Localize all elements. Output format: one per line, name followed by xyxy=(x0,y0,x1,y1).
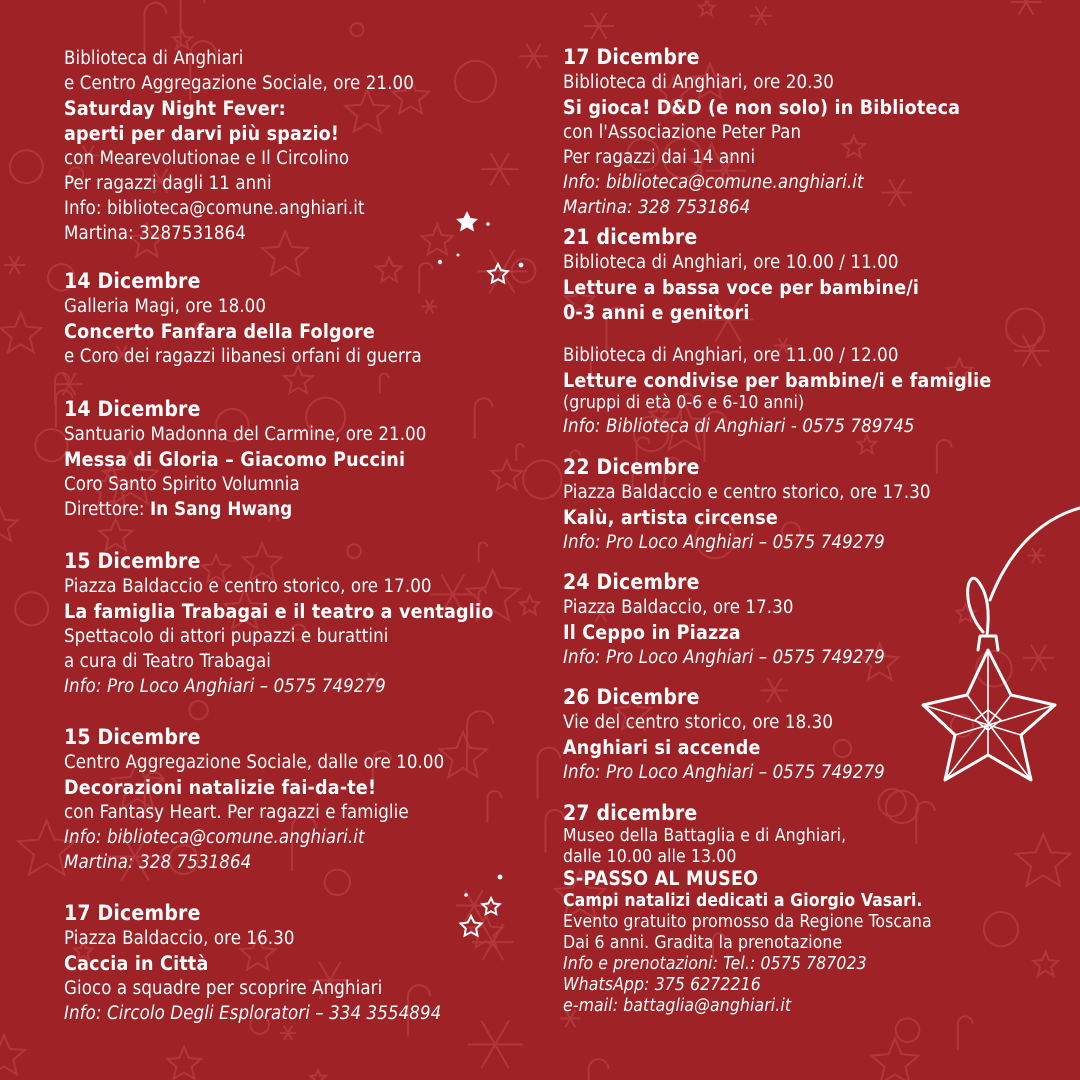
pattern-motif xyxy=(380,374,389,394)
event-letture-bassa-voce xyxy=(563,224,1063,325)
event-date: 17 Dicembre xyxy=(563,45,700,69)
pattern-motif xyxy=(468,1021,523,1069)
event-location: Biblioteca di Anghiari xyxy=(64,48,244,69)
event-info: Info: Pro Loco Anghiari – 0575 749279 xyxy=(563,647,885,668)
pattern-motif xyxy=(545,810,564,853)
event-title: Letture a bassa voce per bambine/i xyxy=(563,276,920,299)
pattern-motif xyxy=(872,1039,919,1080)
event-info: Martina: 3287531864 xyxy=(64,223,246,244)
event-location: Piazza Baldaccio, ore 16.30 xyxy=(64,928,295,949)
event-detail: con Fantasy Heart. Per ragazzi e famiglie xyxy=(64,802,409,823)
event-caccia-in-citta xyxy=(64,900,544,1026)
event-date: 15 Dicembre xyxy=(64,725,201,749)
event-info: Martina: 328 7531864 xyxy=(563,197,751,218)
pattern-motif xyxy=(896,1018,920,1042)
event-location: Museo della Battaglia e di Anghiari, xyxy=(563,826,847,846)
event-title: Il Ceppo in Piazza xyxy=(563,621,741,644)
director-name: In Sang Hwang xyxy=(150,499,293,520)
event-location: dalle 10.00 alle 13.00 xyxy=(563,847,737,867)
pattern-motif xyxy=(310,1070,326,1080)
event-date: 21 dicembre xyxy=(563,225,698,249)
event-info: WhatsApp: 375 6272216 xyxy=(563,975,761,995)
event-anghiari-si-accende xyxy=(563,684,1063,785)
pattern-motif xyxy=(0,1035,25,1074)
event-decorazioni-natalizie xyxy=(64,724,544,875)
event-info: Info e prenotazioni: Tel.: 0575 787023 xyxy=(563,954,867,974)
pattern-motif xyxy=(958,1016,973,1050)
event-detail: Gioco a squadre per scoprire Anghiari xyxy=(64,978,383,999)
pattern-motif xyxy=(584,13,614,39)
event-detail: (gruppi di età 0-6 e 6-10 anni) xyxy=(563,393,805,413)
event-famiglia-trabagai xyxy=(64,548,544,699)
event-info: Info: Circolo Degli Esploratori – 334 3554894 xyxy=(64,1003,442,1024)
event-s-passo-al-museo xyxy=(563,800,1063,1017)
event-info: Info: Biblioteca di Anghiari - 0575 789745 xyxy=(563,416,915,437)
event-kalu xyxy=(563,454,1063,555)
event-concerto-fanfara xyxy=(64,268,544,369)
event-date: 17 Dicembre xyxy=(64,901,201,925)
event-title: Concerto Fanfara della Folgore xyxy=(64,320,375,343)
event-title: 0-3 anni e genitori xyxy=(563,301,750,324)
event-letture-condivise xyxy=(563,343,1063,439)
event-messa-di-gloria xyxy=(64,396,544,522)
event-location: Biblioteca di Anghiari, ore 11.00 / 12.00 xyxy=(563,345,899,366)
event-date: 22 Dicembre xyxy=(563,455,700,479)
event-detail: con Mearevolutionae e Il Circolino xyxy=(64,148,350,169)
event-date: 26 Dicembre xyxy=(563,685,700,709)
event-location: e Centro Aggregazione Sociale, ore 21.00 xyxy=(64,73,414,94)
event-location: Piazza Baldaccio e centro storico, ore 17.00 xyxy=(64,576,432,597)
event-title: Messa di Gloria – Giacomo Puccini xyxy=(64,448,406,471)
event-director xyxy=(64,497,544,522)
event-ceppo-in-piazza xyxy=(563,569,1063,670)
event-info: Info: Pro Loco Anghiari – 0575 749279 xyxy=(64,676,386,697)
event-info: Info: Pro Loco Anghiari – 0575 749279 xyxy=(563,532,885,553)
event-info: Info: Pro Loco Anghiari – 0575 749279 xyxy=(563,762,885,783)
pattern-motif xyxy=(351,23,364,36)
event-location: Biblioteca di Anghiari, ore 20.30 xyxy=(563,72,834,93)
pattern-motif xyxy=(589,1059,609,1080)
pattern-motif xyxy=(699,0,715,15)
event-date: 27 dicembre xyxy=(563,801,698,825)
pattern-motif xyxy=(750,6,772,25)
event-info: Info: biblioteca@comune.anghiari.it xyxy=(64,198,365,219)
event-title: Kalù, artista circense xyxy=(563,506,778,529)
pattern-motif xyxy=(280,1026,296,1040)
pattern-motif xyxy=(189,701,207,719)
event-detail: Per ragazzi dai 14 anni xyxy=(563,147,756,168)
event-si-gioca xyxy=(563,44,1063,220)
event-title: Decorazioni natalizie fai-da-te! xyxy=(64,776,377,799)
event-location: Piazza Baldaccio, ore 17.30 xyxy=(563,597,794,618)
event-date: 14 Dicembre xyxy=(64,397,201,421)
event-title: Anghiari si accende xyxy=(563,736,761,759)
event-title: Saturday Night Fever: xyxy=(64,97,286,120)
pattern-motif xyxy=(181,0,205,46)
event-date: 15 Dicembre xyxy=(64,549,201,573)
event-location: Galleria Magi, ore 18.00 xyxy=(64,296,267,317)
event-saturday-night-fever xyxy=(64,46,544,246)
event-location: Centro Aggregazione Sociale, dalle ore 10.00 xyxy=(64,752,445,773)
event-detail: Dai 6 anni. Gradita la prenotazione xyxy=(563,933,843,953)
pattern-motif xyxy=(0,313,41,352)
pattern-motif xyxy=(35,429,67,461)
event-location: Vie del centro storico, ore 18.30 xyxy=(563,712,834,733)
event-detail: Per ragazzi dagli 11 anni xyxy=(64,173,272,194)
pattern-motif xyxy=(284,366,313,393)
event-title: La famiglia Trabagai e il teatro a ventaglio xyxy=(64,600,494,623)
event-detail: Coro Santo Spirito Volumnia xyxy=(64,474,300,495)
director-label: Direttore: xyxy=(64,499,151,520)
event-info: Info: biblioteca@comune.anghiari.it xyxy=(563,172,864,193)
event-location: Piazza Baldaccio e centro storico, ore 17.30 xyxy=(563,482,931,503)
event-title: Caccia in Città xyxy=(64,952,209,975)
event-info: Info: biblioteca@comune.anghiari.it xyxy=(64,827,365,848)
pattern-motif xyxy=(0,508,17,541)
pattern-motif xyxy=(167,1047,201,1079)
event-info: e-mail: battaglia@anghiari.it xyxy=(563,996,792,1016)
event-detail: con l'Associazione Peter Pan xyxy=(563,122,802,143)
event-subtitle: Campi natalizi dedicati a Giorgio Vasari. xyxy=(563,891,923,911)
event-date: 24 Dicembre xyxy=(563,570,700,594)
event-title: aperti per darvi più spazio! xyxy=(64,122,340,145)
event-date: 14 Dicembre xyxy=(64,269,201,293)
pattern-motif xyxy=(10,150,43,183)
pattern-motif xyxy=(4,256,25,275)
event-location: Santuario Madonna del Carmine, ore 21.00 xyxy=(64,424,427,445)
event-detail: Spettacolo di attori pupazzi e burattini xyxy=(64,626,389,647)
event-title: Si gioca! D&D (e non solo) in Biblioteca xyxy=(563,96,961,119)
pattern-motif xyxy=(1011,0,1041,15)
pattern-motif xyxy=(99,519,132,550)
event-title: S-PASSO AL MUSEO xyxy=(563,867,759,890)
event-location: Biblioteca di Anghiari, ore 10.00 / 11.00 xyxy=(563,252,899,273)
event-title: Letture condivise per bambine/i e famiglie xyxy=(563,369,992,392)
event-info: Martina: 328 7531864 xyxy=(64,852,252,873)
event-detail: a cura di Teatro Trabagai xyxy=(64,651,272,672)
pattern-motif xyxy=(15,592,48,625)
event-detail: e Coro dei ragazzi libanesi orfani di guerra xyxy=(64,346,422,367)
event-detail: Evento gratuito promosso da Regione Toscana xyxy=(563,912,932,932)
